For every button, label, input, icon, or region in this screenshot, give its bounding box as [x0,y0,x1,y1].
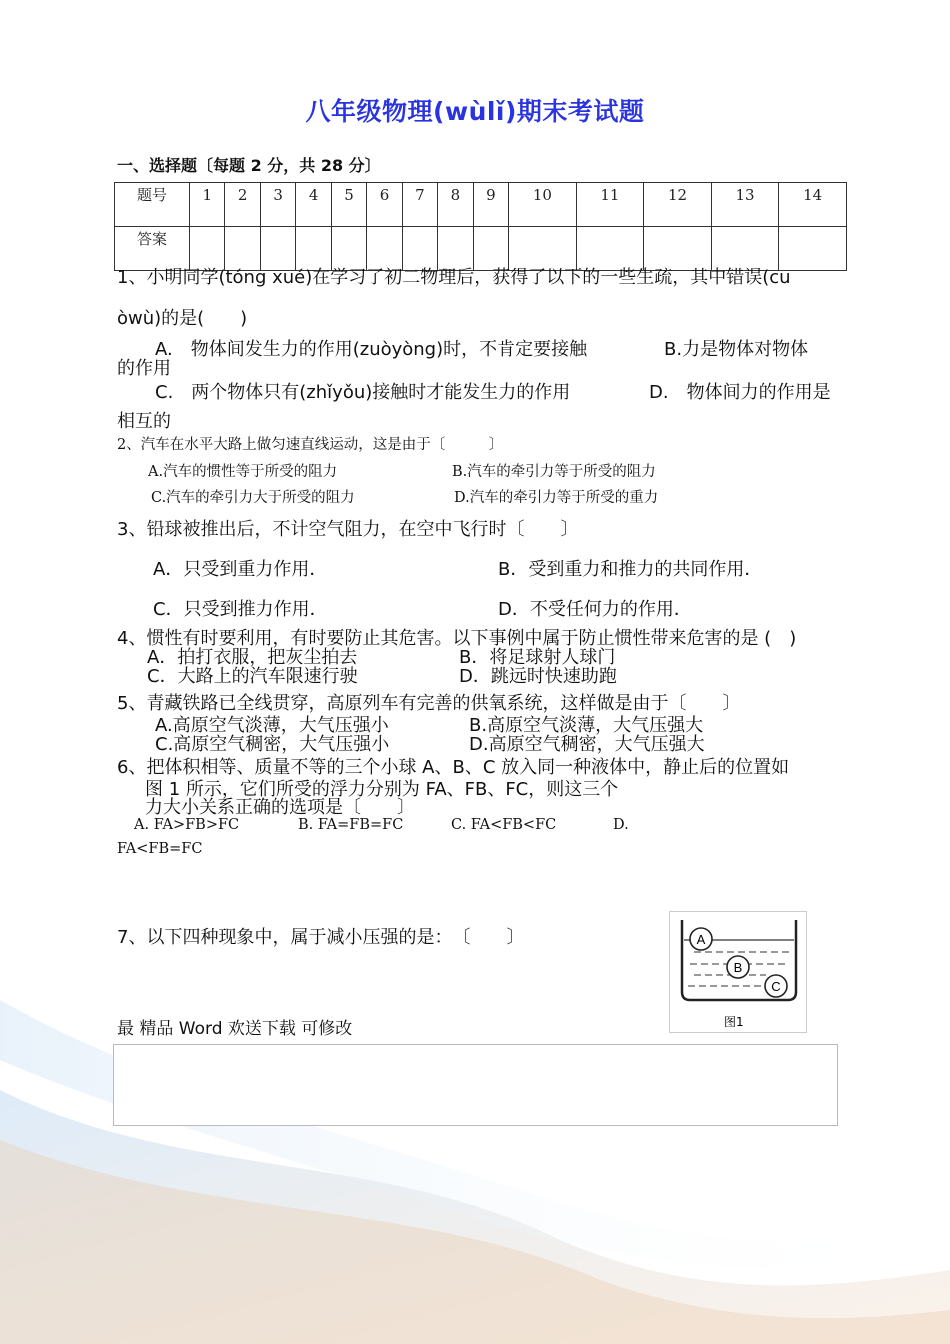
table-header-answer: 答案 [115,227,190,271]
q4-option-d: D．跳远时快速助跑 [459,666,617,687]
q2-option-a: A.汽车的惯性等于所受的阻力 [148,464,338,480]
q2-option-b: B.汽车的牵引力等于所受的阻力 [452,464,656,480]
answer-table [114,182,847,271]
section-heading-choice: 一、选择题〔每题 2 分，共 28 分〕 [117,156,381,175]
table-cell-number: 4 [296,183,331,227]
q6-option-d: D. [613,817,629,833]
figure-1-beaker-diagram [670,912,806,1032]
q2-option-c: C.汽车的牵引力大于所受的阻力 [151,490,355,506]
q6-stem-line3: 力大小关系正确的选项是〔 〕 [145,797,415,818]
ball-a-label: A [696,932,706,947]
table-cell-number: 2 [225,183,260,227]
table-cell-number: 3 [260,183,295,227]
ball-c [765,975,787,997]
table-cell-number: 10 [509,183,577,227]
ball-a [690,928,712,950]
q1-option-a: A. 物体间发生力的作用(zuòyòng)时，不肯定要接触 [155,339,588,360]
table-cell-number: 11 [576,183,644,227]
q5-option-b: B.高原空气淡薄，大气压强大 [469,715,704,736]
q6-option-a: A. FA>FB>FC [134,817,240,833]
table-cell-number: 8 [438,183,473,227]
q6-option-b: B. FA=FB=FC [298,817,404,833]
q3-option-c: C．只受到推力作用． [153,599,328,620]
q2-stem: 2、汽车在水平大路上做匀速直线运动，这是由于〔 〕 [117,437,504,453]
q5-option-a: A.高原空气淡薄，大气压强小 [155,715,389,736]
table-cell-number: 5 [331,183,366,227]
q1-option-c: C. 两个物体只有(zhǐyǒu)接触时才能发生力的作用 [155,382,571,403]
page-title: 八年级物理(wùlǐ)期末考试题 [305,97,645,126]
q7-stem: 7、以下四种现象中，属于减小压强的是： 〔 〕 [117,927,525,948]
table-cell-number: 12 [644,183,712,227]
q1-option-d: D. 物体间力的作用是 [649,382,831,403]
table-cell-number: 13 [711,183,779,227]
q3-option-a: A．只受到重力作用． [153,559,328,580]
q4-stem: 4、惯性有时要利用，有时要防止其危害。以下事例中属于防止惯性带来危害的是 ( ) [117,628,797,649]
footer-box [113,1044,838,1126]
q6-option-c: C. FA<FB<FC [451,817,557,833]
q5-option-d: D.高原空气稠密，大气压强大 [469,734,705,755]
footer-note: 最 精品 Word 欢送下载 可修改 [117,1019,353,1039]
q1-option-d-continued: 相互的 [117,411,171,432]
q3-stem: 3、铅球被推出后，不计空气阻力，在空中飞行时〔 〕 [117,519,579,540]
figure-1-container [669,911,807,1033]
q1-stem-line1: 1、小明同学(tóng xué)在学习了初二物理后，获得了以下的一些生疏，其中错误(cu [117,267,791,288]
ball-b [727,956,749,978]
table-row-numbers [115,183,847,227]
table-cell-number: 14 [779,183,847,227]
figure-1-caption: 图1 [724,1015,744,1029]
q4-option-a: A．拍打衣服，把灰尘拍去 [147,647,358,668]
q5-stem: 5、青藏铁路已全线贯穿，高原列车有完善的供氧系统，这样做是由于〔 〕 [117,693,741,714]
ball-c-label: C [771,979,781,994]
q1-option-b: B.力是物体对物体 [664,339,809,360]
q6-option-d-continued: FA<FB=FC [117,841,203,857]
table-cell-number: 7 [402,183,437,227]
table-header-number: 题号 [115,183,190,227]
q1-option-b-continued: 的作用 [117,358,171,379]
table-cell-number: 1 [190,183,225,227]
q4-option-c: C．大路上的汽车限速行驶 [147,666,358,687]
q6-stem-line1: 6、把体积相等、质量不等的三个小球 A、B、C 放入同一种液体中，静止后的位置如 [117,757,790,778]
q4-option-b: B．将足球射人球门 [459,647,616,668]
q5-option-c: C.高原空气稠密，大气压强小 [155,734,390,755]
table-cell-number: 9 [473,183,508,227]
q3-option-b: B．受到重力和推力的共同作用． [498,559,763,580]
q6-stem-line2: 图 1 所示，它们所受的浮力分别为 FA、FB、FC，则这三个 [145,779,619,800]
table-cell-number: 6 [367,183,402,227]
ball-b-label: B [733,960,743,975]
q2-option-d: D.汽车的牵引力等于所受的重力 [454,490,659,506]
q3-option-d: D．不受任何力的作用． [498,599,692,620]
q1-stem-line2: òwù)的是( ) [117,308,248,329]
